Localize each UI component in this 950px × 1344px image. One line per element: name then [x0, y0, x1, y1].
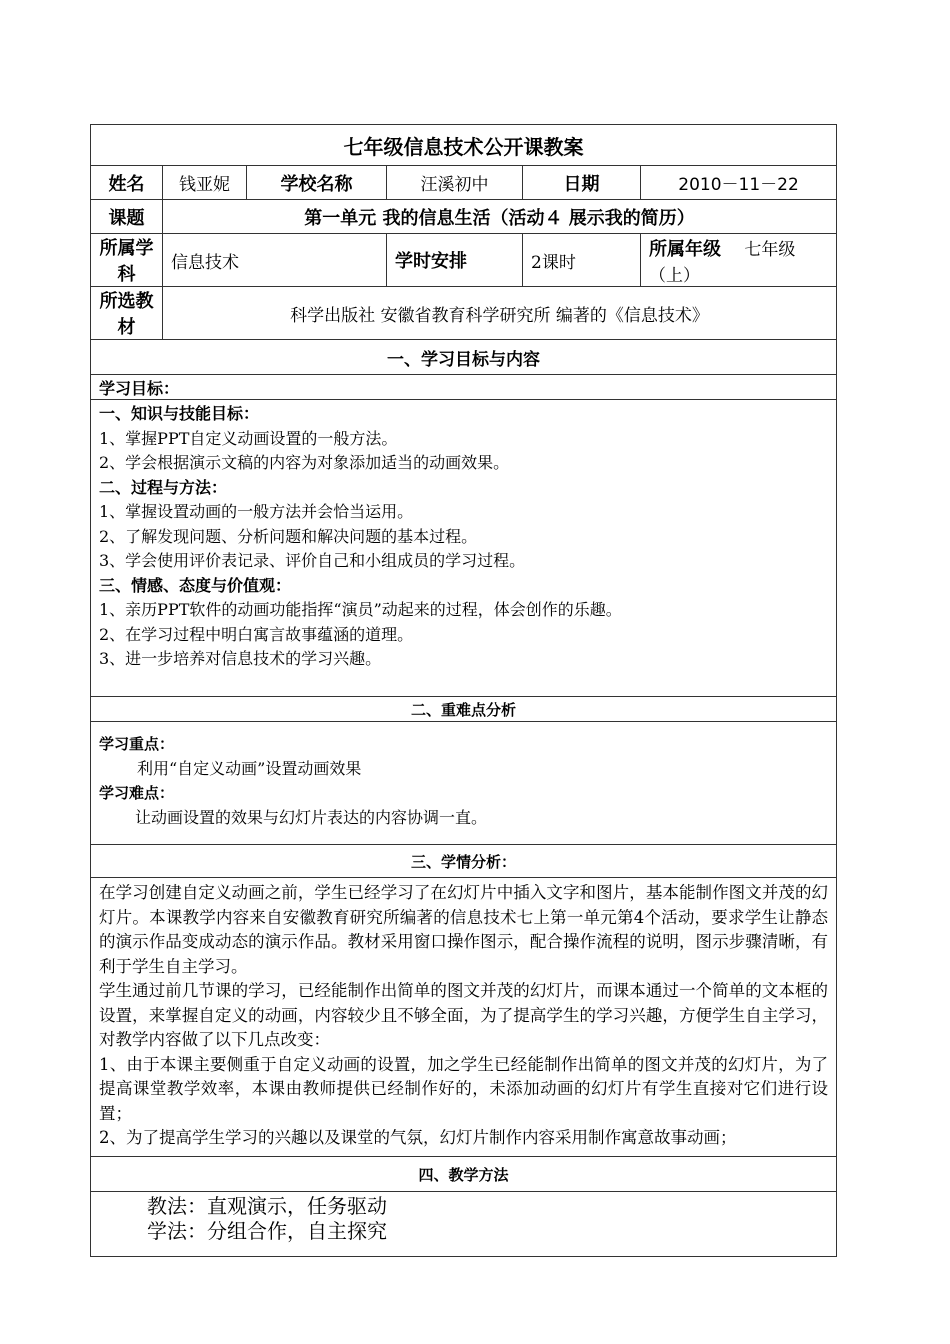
- grade-value: 七年级（上）: [649, 239, 796, 286]
- topic-value: 第一单元 我的信息生活（活动４ 展示我的简历）: [163, 200, 837, 234]
- page-title: 七年级信息技术公开课教案: [91, 125, 837, 166]
- goal-item: 2、在学习过程中明白寓言故事蕴涵的道理。: [99, 624, 414, 644]
- date-label: 日期: [523, 166, 641, 200]
- goal-item: 1、掌握设置动画的一般方法并会恰当运用。: [99, 502, 414, 521]
- section2-title: 二、重难点分析: [91, 697, 837, 722]
- section2-header-row: [91, 697, 837, 722]
- section4-content: [91, 1192, 837, 1257]
- info-row-3: [91, 234, 837, 287]
- section4-content-row: [91, 1192, 837, 1257]
- date-value: 2010－11－22: [641, 166, 837, 200]
- section2-content-row: [91, 722, 837, 845]
- analysis-paragraph: 在学习创建自定义动画之前，学生已经学习了在幻灯片中插入文字和图片，基本能制作图文并茂的幻灯片。本课教学内容来自安徽教育研究所编著的信息技术七上第一单元第4个活动，要求学生让静态的演示作品变成动态的演示作品。教材采用窗口操作图示，配合操作流程的说明，图示步骤清晰，有利于学生自主学习。: [99, 883, 829, 976]
- textbook-value: 科学出版社 安徽省教育科学研究所 编著的《信息技术》: [163, 287, 837, 340]
- goal-group-heading: 三、情感、态度与价值观：: [99, 575, 292, 595]
- info-row-2: [91, 200, 837, 234]
- goals-content-row: [91, 400, 837, 697]
- section3-content: [91, 878, 837, 1157]
- school-value: 汪溪初中: [387, 166, 523, 200]
- hours-label: 学时安排: [387, 234, 523, 287]
- goal-item: 3、进一步培养对信息技术的学习兴趣。: [99, 649, 382, 668]
- grade-label: 所属年级: [649, 238, 721, 260]
- goals-label-row: [91, 375, 837, 400]
- section3-content-row: [91, 878, 837, 1157]
- teaching-method: 教法：直观演示，任务驱动: [147, 1194, 387, 1218]
- goal-group-heading: 一、知识与技能目标：: [99, 404, 260, 423]
- goal-item: 2、学会根据演示文稿的内容为对象添加适当的动画效果。: [99, 453, 510, 472]
- analysis-paragraph: 1、由于本课主要侧重于自定义动画的设置，加之学生已经能制作出简单的图文并茂的幻灯片，为了提高课堂教学效率，本课由教师提供已经制作好的，未添加动画的幻灯片有学生直接对它们进行设置；: [99, 1054, 829, 1123]
- analysis-paragraph: 学生通过前几节课的学习，已经能制作出简单的图文并茂的幻灯片，而课本通过一个简单的文本框的设置，来掌握自定义的动画，内容较少且不够全面，为了提高学生的学习兴趣，方便学生自主学习，对教学内容做了以下几点改变：: [99, 981, 829, 1049]
- name-label: 姓名: [91, 166, 163, 200]
- topic-label: 课题: [91, 200, 163, 234]
- goals-content: [91, 400, 837, 697]
- info-row-4: [91, 287, 837, 340]
- section3-title: 三、学情分析：: [91, 845, 837, 878]
- section4-title: 四、教学方法: [91, 1157, 837, 1192]
- goal-item: 2、了解发现问题、分析问题和解决问题的基本过程。: [99, 526, 478, 546]
- grade-cell: [641, 234, 837, 287]
- info-row-1: [91, 166, 837, 200]
- lesson-plan-sheet: [90, 124, 832, 1257]
- difficulty-text: 让动画设置的效果与幻灯片表达的内容协调一直。: [135, 807, 488, 827]
- goal-item: 3、学会使用评价表记录、评价自己和小组成员的学习过程。: [99, 551, 526, 570]
- section1-header-row: [91, 340, 837, 375]
- textbook-label: 所选教材: [91, 287, 163, 340]
- difficulty-label: 学习难点：: [99, 784, 175, 802]
- section4-header-row: [91, 1157, 837, 1192]
- learning-method: 学法：分组合作，自主探究: [147, 1219, 387, 1243]
- goal-item: 1、亲历PPT软件的动画功能指挥“演员”动起来的过程，体会创作的乐趣。: [99, 600, 622, 619]
- goal-item: 1、掌握PPT自定义动画设置的一般方法。: [99, 428, 398, 448]
- key-point-text: 利用“自定义动画”设置动画效果: [137, 758, 362, 778]
- name-value: 钱亚妮: [163, 166, 247, 200]
- subject-value: 信息技术: [163, 234, 387, 287]
- analysis-paragraph: 2、为了提高学生学习的兴趣以及课堂的气氛，幻灯片制作内容采用制作寓意故事动画；: [99, 1128, 737, 1147]
- subject-label: 所属学科: [91, 234, 163, 287]
- hours-value: 2课时: [523, 234, 641, 287]
- section3-header-row: [91, 845, 837, 878]
- section2-content: [91, 722, 837, 845]
- school-label: 学校名称: [247, 166, 387, 200]
- title-row: [91, 125, 837, 166]
- lesson-plan-table: [90, 124, 837, 1257]
- section1-title: 一、学习目标与内容: [91, 340, 837, 375]
- goal-group-heading: 二、过程与方法：: [99, 477, 228, 497]
- goals-label: 学习目标：: [91, 375, 837, 400]
- key-point-label: 学习重点：: [99, 735, 175, 753]
